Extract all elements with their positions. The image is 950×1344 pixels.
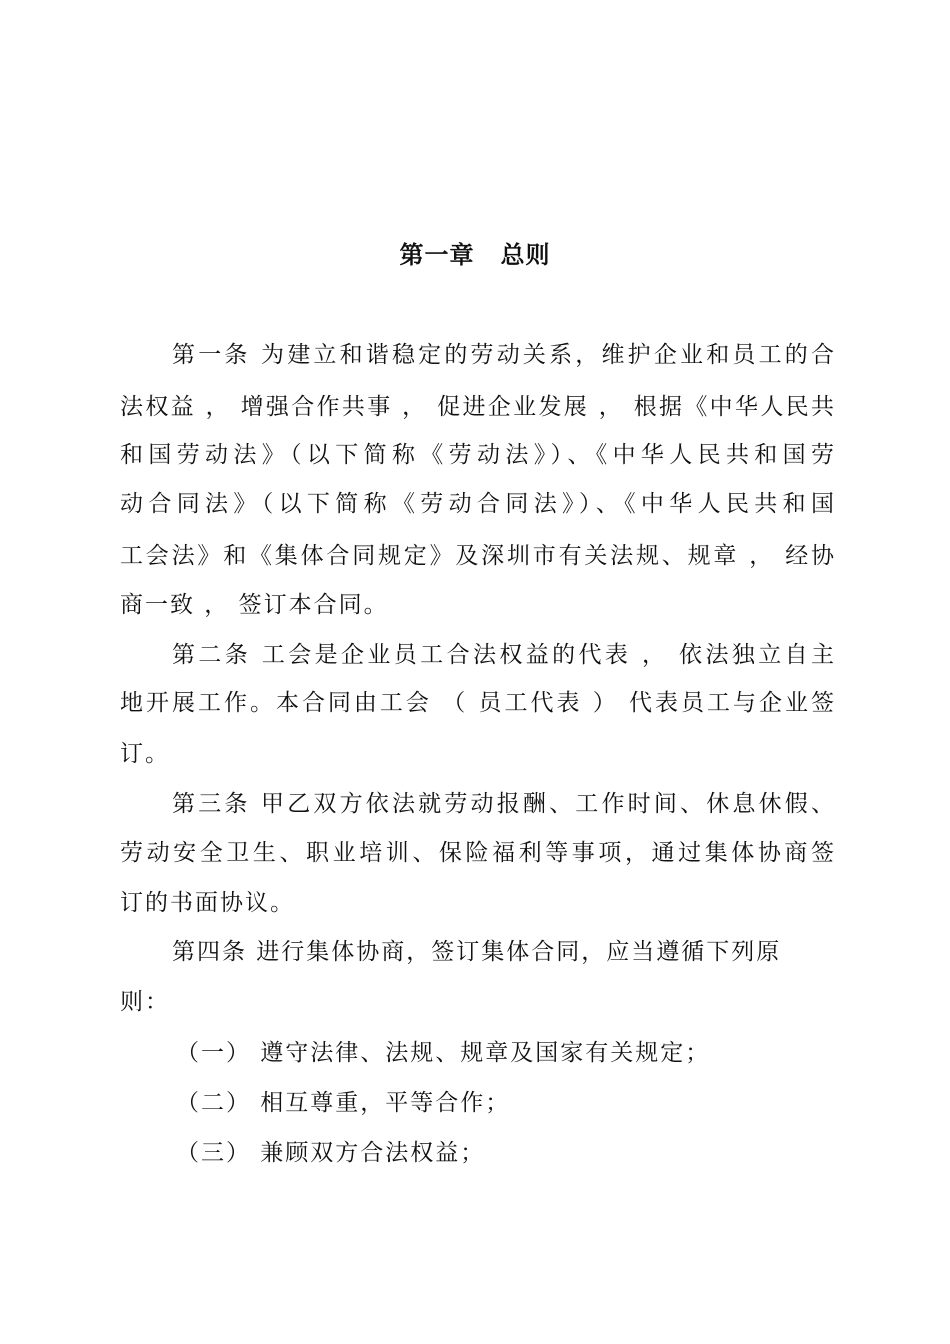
principle-item-3: （三） 兼顾双方合法权益； <box>176 1140 486 1166</box>
article-4-line-2: 则： <box>120 989 170 1015</box>
article-1-line-3: 和国劳动法》（以下简称《劳动法》）、《中华人民共和国劳 <box>120 442 836 468</box>
article-3-line-3: 订的书面协议。 <box>120 890 295 916</box>
principle-item-1: （一） 遵守法律、法规、规章及国家有关规定； <box>176 1040 711 1066</box>
article-2-line-3: 订。 <box>120 741 170 767</box>
article-1-line-4: 动合同法》（以下简称《劳动合同法》）、《中华人民共和国 <box>120 491 836 517</box>
principle-item-2: （二） 相互尊重，平等合作； <box>176 1090 511 1116</box>
article-2-line-2: 地开展工作。本合同由工会 （ 员工代表 ） 代表员工与企业签 <box>120 690 836 716</box>
article-1-line-2: 法权益 ， 增强合作共事 ， 促进企业发展 ， 根据《中华人民共 <box>120 394 836 420</box>
article-2-line-1: 第二条 工会是企业员工合法权益的代表 ， 依法独立自主 <box>172 642 836 668</box>
article-1-line-5: 工会法》和《集体合同规定》及深圳市有关法规、规章 ， 经协 <box>120 543 836 569</box>
chapter-name: 总则 <box>500 241 551 269</box>
article-4-line-1: 第四条 进行集体协商，签订集体合同，应当遵循下列原 <box>172 939 782 965</box>
article-1-line-1: 第一条 为建立和谐稳定的劳动关系，维护企业和员工的合 <box>172 342 836 368</box>
chapter-number: 第一章 <box>399 241 475 269</box>
chapter-title <box>0 238 950 272</box>
article-1-line-6: 商一致 ， 签订本合同。 <box>120 592 389 618</box>
article-3-line-2: 劳动安全卫生、职业培训、保险福利等事项，通过集体协商签 <box>120 840 836 866</box>
article-3-line-1: 第三条 甲乙双方依法就劳动报酬、工作时间、休息休假、 <box>172 791 836 817</box>
